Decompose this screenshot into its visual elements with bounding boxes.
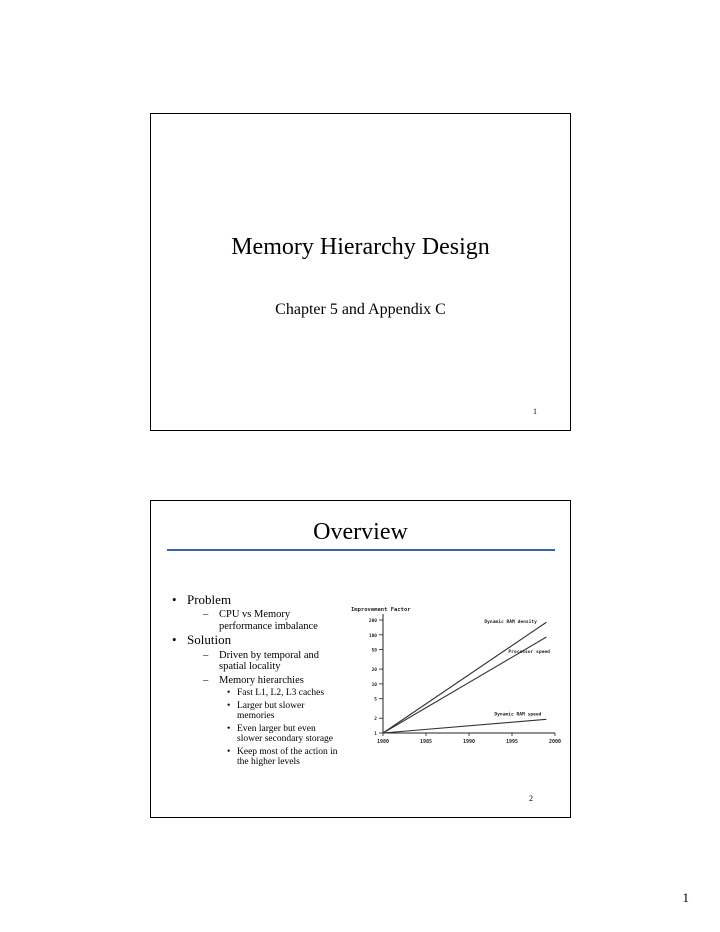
slide-2-number: 2: [529, 794, 533, 803]
title-underline: [167, 549, 555, 551]
y-tick-label: 2: [374, 717, 377, 723]
item-line: Larger but slower: [237, 700, 305, 711]
sub-bullet-locality: – Driven by temporal and spatial locality: [203, 649, 320, 673]
y-tick-label: 1: [374, 732, 377, 737]
sub-bullet-line: Memory hierarchies: [219, 674, 304, 686]
item-slower-memories: • Larger but slower memories: [227, 700, 305, 722]
item-higher-levels: • Keep most of the action in the higher levels: [227, 746, 338, 767]
bullet-list: [171, 592, 361, 767]
x-tick-label: 1980: [376, 739, 390, 745]
y-tick-label: 200: [368, 619, 377, 624]
series-label: Dynamic RAM speed: [494, 712, 542, 718]
sub-bullet-line: spatial locality: [219, 661, 281, 673]
series-label: Dynamic RAM density: [484, 620, 537, 626]
bullet-problem-text: Problem: [187, 592, 232, 607]
y-tick-label: 5: [374, 697, 377, 703]
x-tick-label: 2000: [548, 739, 562, 745]
slide-1-title: Memory Hierarchy Design: [231, 234, 490, 260]
sub-bullet-line: performance imbalance: [219, 620, 318, 632]
slide-1-subtitle: Chapter 5 and Appendix C: [275, 301, 446, 318]
series-label: Processor speed: [508, 650, 550, 656]
sub-bullet-hierarchies: – Memory hierarchies: [203, 674, 304, 686]
item-line: Fast L1, L2, L3 caches: [237, 688, 325, 699]
item-line: slower secondary storage: [237, 734, 334, 745]
chart-title: Improvement Factor: [351, 607, 411, 613]
bullet-solution: • Solution: [172, 632, 232, 648]
x-tick-label: 1985: [419, 739, 433, 745]
item-line: Even larger but even: [237, 723, 316, 734]
x-tick-label: 1995: [505, 739, 519, 745]
page-number: 1: [682, 890, 689, 905]
sub-bullet-line: CPU vs Memory: [219, 609, 291, 621]
y-tick-label: 100: [368, 633, 377, 639]
y-tick-label: 20: [371, 668, 377, 674]
item-secondary-storage: • Even larger but even slower secondary storage: [227, 723, 334, 745]
bullet-solution-text: Solution: [187, 632, 232, 648]
series-line: [383, 719, 546, 733]
item-line: memories: [237, 711, 275, 722]
slide-1: [150, 113, 571, 431]
bullet-problem: • Problem: [172, 592, 232, 607]
y-tick-label: 50: [371, 648, 377, 654]
slide-2: [150, 500, 571, 818]
sub-bullet-cpu-memory: – CPU vs Memory performance imbalance: [203, 609, 318, 632]
improvement-chart: [349, 602, 565, 748]
x-tick-label: 1990: [462, 739, 476, 745]
item-line: the higher levels: [237, 756, 300, 767]
slide-2-title: Overview: [313, 519, 408, 545]
slide-1-number: 1: [533, 407, 537, 416]
y-tick-label: 10: [371, 682, 377, 688]
item-caches: • Fast L1, L2, L3 caches: [227, 688, 325, 699]
sub-bullet-line: Driven by temporal and: [219, 649, 320, 661]
item-line: Keep most of the action in: [237, 746, 338, 757]
